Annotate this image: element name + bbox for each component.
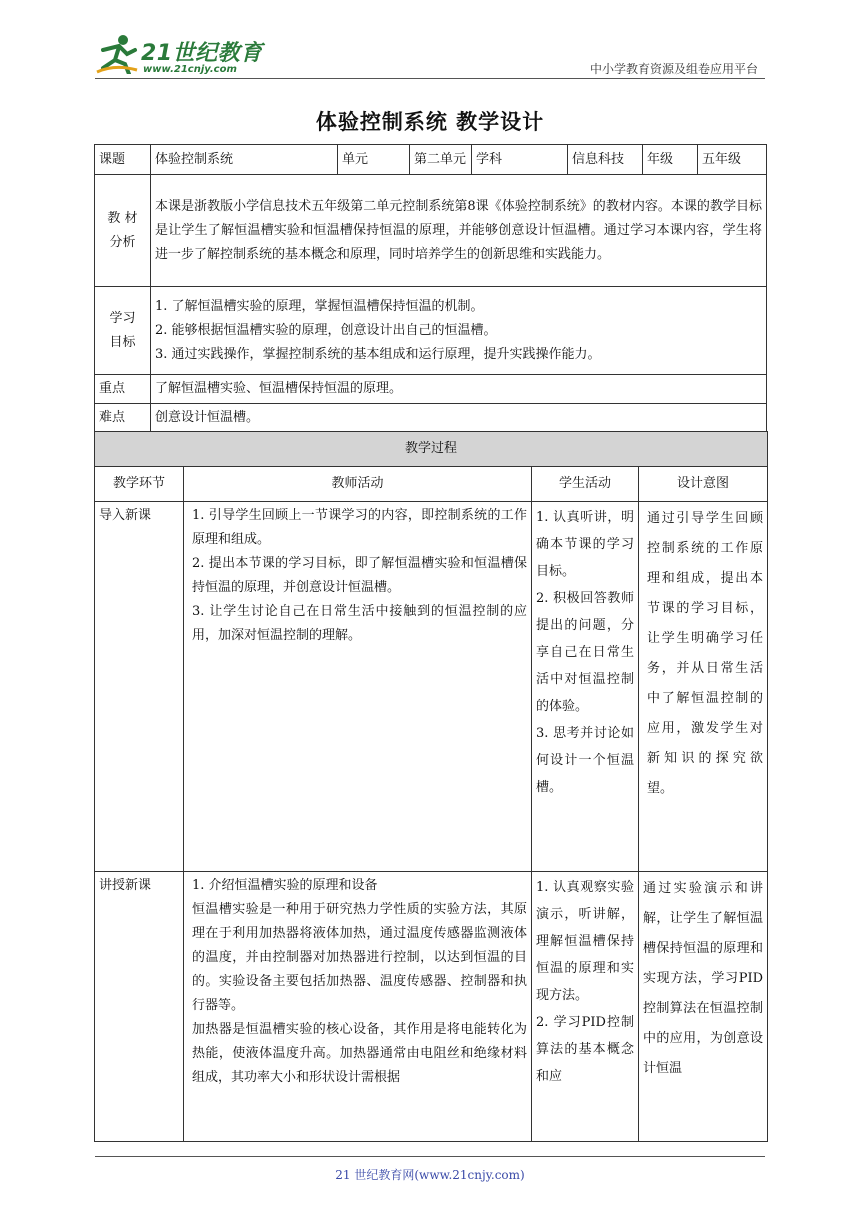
page-title: 体验控制系统 教学设计 <box>315 110 545 134</box>
logo-url: www.21cnjy.com <box>143 64 237 75</box>
subject-value: 信息科技 <box>568 145 643 175</box>
unit-label: 单元 <box>338 145 410 175</box>
key-point-label: 重点 <box>95 375 151 404</box>
goals-label-line-1: 学习 <box>109 310 136 326</box>
header-divider <box>95 78 765 79</box>
analysis-row <box>95 175 767 287</box>
goals-label <box>95 287 151 375</box>
teacher-item: 3. 让学生讨论自己在日常生活中接触到的恒温控制的应用，加深对恒温控制的理解。 <box>192 604 527 643</box>
teacher-activity <box>184 502 532 872</box>
student-item: 2. 学习PID控制算法的基本概念和应 <box>536 1015 634 1084</box>
student-item: 3. 思考并讨论如何设计一个恒温槽。 <box>536 726 634 795</box>
difficulty-label: 难点 <box>95 404 151 433</box>
student-activity <box>532 872 639 1142</box>
analysis-label-line-1: 教 材 <box>107 210 138 226</box>
student-activity <box>532 502 639 872</box>
goals-list <box>151 287 767 375</box>
stage-cell: 讲授新课 <box>95 872 184 1142</box>
teacher-activity <box>184 872 532 1142</box>
process-title: 教学过程 <box>95 432 768 467</box>
process-row-new <box>95 872 768 1142</box>
goal-item: 2. 能够根据恒温槽实验的原理，创意设计出自己的恒温槽。 <box>155 322 497 338</box>
student-item: 1. 认真观察实验演示，听讲解，理解恒温槽保持恒温的原理和实现方法。 <box>536 880 634 1003</box>
key-point-text: 了解恒温槽实验、恒温槽保持恒温的原理。 <box>151 375 767 404</box>
subject-label: 学科 <box>472 145 568 175</box>
lesson-info-table <box>94 144 767 433</box>
runner-icon <box>95 34 139 74</box>
grade-label: 年级 <box>643 145 698 175</box>
design-intent: 通过引导学生回顾控制系统的工作原理和组成，提出本节课的学习目标，让学生明确学习任务，并从日常生活中了解恒温控制的应用，激发学生对新知识的探究欲望。 <box>639 502 768 872</box>
goal-item: 3. 通过实践操作，掌握控制系统的基本组成和运行原理，提升实践操作能力。 <box>155 346 601 362</box>
analysis-text: 本课是浙教版小学信息技术五年级第二单元控制系统第8课《体验控制系统》的教材内容。本课的教学目标是让学生了解恒温槽实验和恒温槽保持恒温的原理，并能够创意设计恒温槽。通过学习本课内容，学生将进一步了解控制系统的基本概念和原理，同时培养学生的创新思维和实践能力。 <box>151 175 767 287</box>
design-intent: 通过实验演示和讲解，让学生了解恒温槽保持恒温的原理和实现方法，学习PID控制算法在恒温控制中的应用，为创意设计恒温 <box>639 872 768 1142</box>
grade-value: 五年级 <box>698 145 767 175</box>
teacher-item: 1. 引导学生回顾上一节课学习的内容，即控制系统的工作原理和组成。 <box>192 508 527 547</box>
teacher-item: 恒温槽实验是一种用于研究热力学性质的实验方法，其原理在于利用加热器将液体加热，通过温度传感器监测液体的温度，并由控制器对加热器进行控制，以达到恒温的目的。实验设备主要包括加热器、温度传感器、控制器和执行器等。 <box>192 902 527 1013</box>
footer-link[interactable]: 21 世纪教育网(www.21cnjy.com) <box>335 1168 525 1182</box>
header-student: 学生活动 <box>532 467 639 502</box>
logo <box>95 34 265 80</box>
process-row-intro <box>95 502 768 872</box>
student-item: 1. 认真听讲，明确本节课的学习目标。 <box>536 510 634 579</box>
analysis-label-line-2: 分析 <box>109 234 136 250</box>
goals-label-line-2: 目标 <box>109 334 136 350</box>
analysis-label <box>95 175 151 287</box>
platform-name: 中小学教育资源及组卷应用平台 <box>589 62 758 76</box>
teacher-item: 加热器是恒温槽实验的核心设备，其作用是将电能转化为热能，使液体温度升高。加热器通常由电阻丝和绝缘材料组成，其功率大小和形状设计需根据 <box>192 1022 527 1085</box>
footer-divider <box>95 1156 765 1157</box>
difficulty-row <box>95 404 767 433</box>
header-stage: 教学环节 <box>95 467 184 502</box>
course-value: 体验控制系统 <box>151 145 338 175</box>
header-teacher: 教师活动 <box>184 467 532 502</box>
header-intent: 设计意图 <box>639 467 768 502</box>
process-title-row <box>95 432 768 467</box>
course-label: 课题 <box>95 145 151 175</box>
goal-item: 1. 了解恒温槽实验的原理，掌握恒温槽保持恒温的机制。 <box>155 298 484 314</box>
key-point-row <box>95 375 767 404</box>
info-row <box>95 145 767 175</box>
unit-value: 第二单元 <box>410 145 472 175</box>
stage-cell: 导入新课 <box>95 502 184 872</box>
student-item: 2. 积极回答教师提出的问题，分享自己在日常生活中对恒温控制的体验。 <box>536 591 634 714</box>
page-header <box>0 0 860 100</box>
teacher-item: 2. 提出本节课的学习目标，即了解恒温槽实验和恒温槽保持恒温的原理，并创意设计恒温槽。 <box>192 556 527 595</box>
process-header-row <box>95 467 768 502</box>
teacher-item: 1. 介绍恒温槽实验的原理和设备 <box>192 878 378 893</box>
goals-row <box>95 287 767 375</box>
teaching-process-table <box>94 431 768 1142</box>
logo-text: 21世纪教育 <box>141 41 263 66</box>
difficulty-text: 创意设计恒温槽。 <box>151 404 767 433</box>
